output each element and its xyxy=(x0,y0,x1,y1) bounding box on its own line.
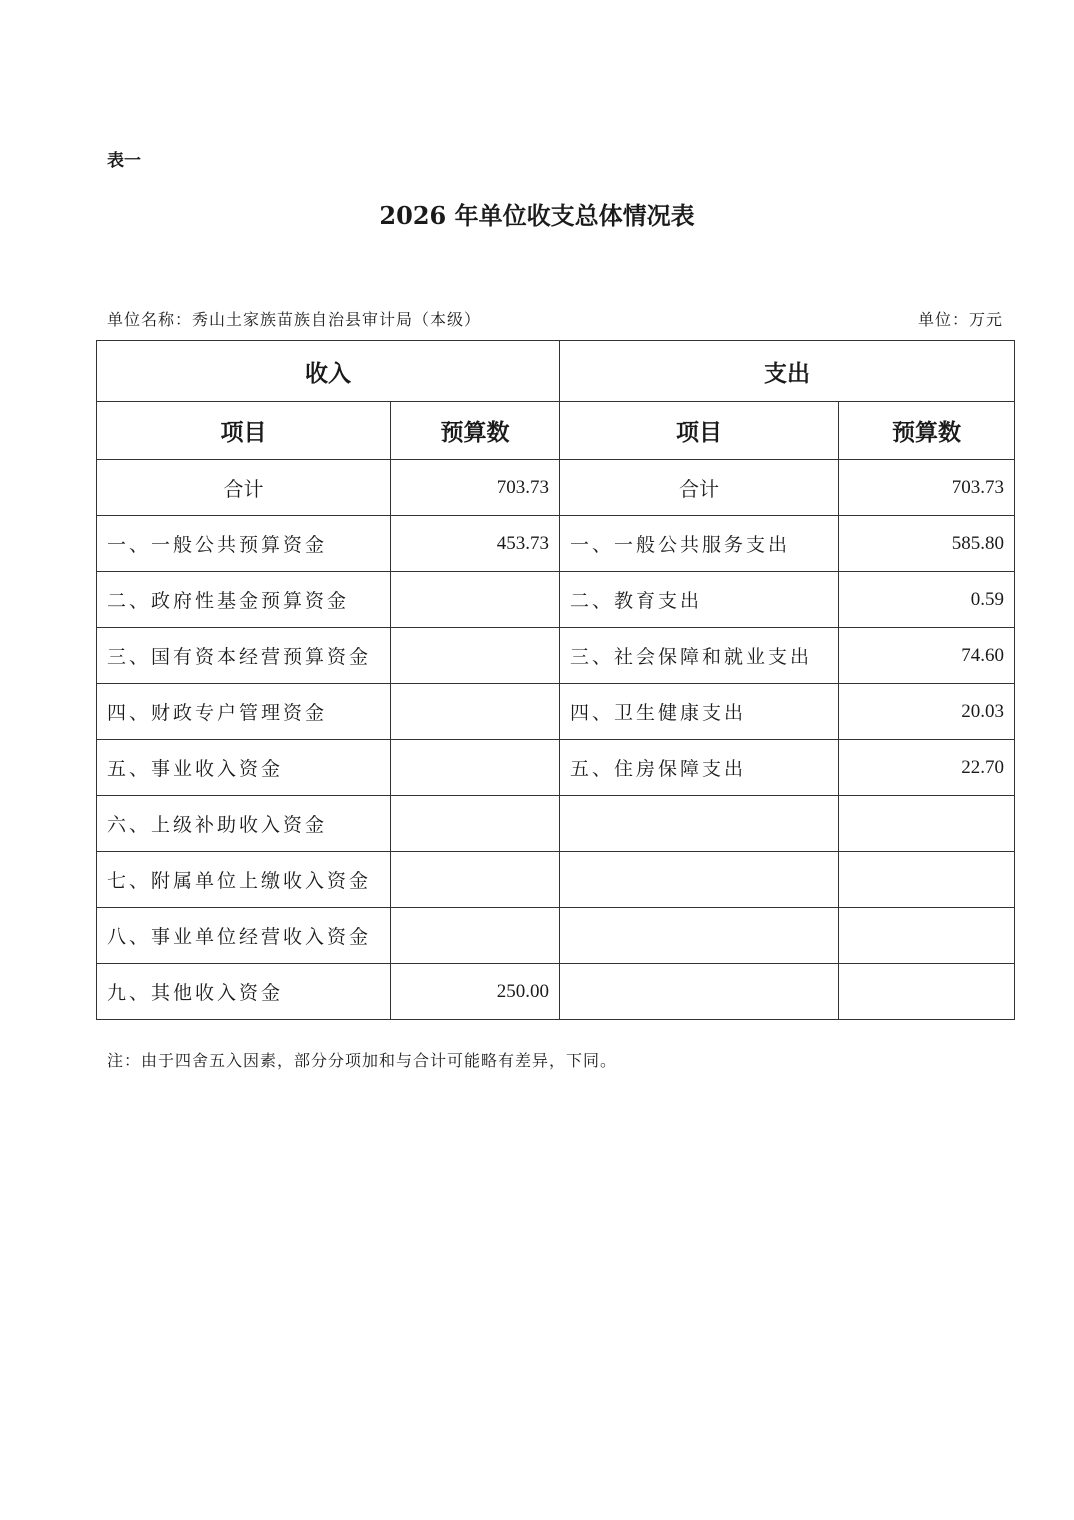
income-total-value: 703.73 xyxy=(391,460,560,516)
income-total-label: 合计 xyxy=(97,460,391,516)
expense-total-label: 合计 xyxy=(560,460,839,516)
footnote: 注：由于四舍五入因素，部分分项加和与合计可能略有差异，下同。 xyxy=(107,1051,618,1070)
expense-item-header: 项目 xyxy=(560,402,839,460)
page-title: 2026 年单位收支总体情况表 xyxy=(379,201,695,230)
table-row xyxy=(97,796,1015,852)
table-row xyxy=(97,740,1015,796)
expense-item-cell: 四、卫生健康支出 xyxy=(560,684,839,740)
table-row xyxy=(97,628,1015,684)
income-value-cell xyxy=(391,908,560,964)
unit-measure: 单位：万元 xyxy=(917,310,1003,329)
expense-value-cell xyxy=(839,796,1015,852)
unit-name: 单位名称：秀山土家族苗族自治县审计局（本级） xyxy=(107,310,482,329)
expense-amount-header: 预算数 xyxy=(839,402,1015,460)
expense-item-cell xyxy=(560,908,839,964)
income-value-cell: 250.00 xyxy=(391,964,560,1020)
income-value-cell xyxy=(391,852,560,908)
income-value-cell xyxy=(391,796,560,852)
income-item-cell: 一、一般公共预算资金 xyxy=(97,516,391,572)
expense-value-cell: 20.03 xyxy=(839,684,1015,740)
income-section-header: 收入 xyxy=(97,341,560,402)
expense-value-cell xyxy=(839,852,1015,908)
income-item-cell: 三、国有资本经营预算资金 xyxy=(97,628,391,684)
section-header-row xyxy=(97,341,1015,402)
expense-item-cell xyxy=(560,796,839,852)
income-item-cell: 九、其他收入资金 xyxy=(97,964,391,1020)
expense-value-cell: 74.60 xyxy=(839,628,1015,684)
budget-table xyxy=(96,340,1015,1020)
column-header-row xyxy=(97,402,1015,460)
income-item-cell: 五、事业收入资金 xyxy=(97,740,391,796)
income-item-cell: 八、事业单位经营收入资金 xyxy=(97,908,391,964)
income-value-cell xyxy=(391,572,560,628)
expense-value-cell xyxy=(839,908,1015,964)
expense-value-cell: 0.59 xyxy=(839,572,1015,628)
table-row xyxy=(97,964,1015,1020)
unit-info-row xyxy=(107,307,1003,330)
expense-item-cell: 五、住房保障支出 xyxy=(560,740,839,796)
income-amount-header: 预算数 xyxy=(391,402,560,460)
expense-total-value: 703.73 xyxy=(839,460,1015,516)
expense-item-cell xyxy=(560,964,839,1020)
expense-section-header: 支出 xyxy=(560,341,1015,402)
expense-item-cell: 二、教育支出 xyxy=(560,572,839,628)
table-row xyxy=(97,516,1015,572)
table-row xyxy=(97,908,1015,964)
expense-item-cell: 三、社会保障和就业支出 xyxy=(560,628,839,684)
income-item-cell: 二、政府性基金预算资金 xyxy=(97,572,391,628)
total-row xyxy=(97,460,1015,516)
income-value-cell xyxy=(391,684,560,740)
table-row xyxy=(97,852,1015,908)
table-row xyxy=(97,572,1015,628)
income-item-cell: 六、上级补助收入资金 xyxy=(97,796,391,852)
income-value-cell: 453.73 xyxy=(391,516,560,572)
expense-value-cell: 585.80 xyxy=(839,516,1015,572)
income-value-cell xyxy=(391,740,560,796)
income-value-cell xyxy=(391,628,560,684)
income-item-cell: 四、财政专户管理资金 xyxy=(97,684,391,740)
expense-item-cell xyxy=(560,852,839,908)
income-item-cell: 七、附属单位上缴收入资金 xyxy=(97,852,391,908)
expense-item-cell: 一、一般公共服务支出 xyxy=(560,516,839,572)
table-row xyxy=(97,684,1015,740)
expense-value-cell xyxy=(839,964,1015,1020)
expense-value-cell: 22.70 xyxy=(839,740,1015,796)
table-label: 表一 xyxy=(107,151,141,171)
income-item-header: 项目 xyxy=(97,402,391,460)
